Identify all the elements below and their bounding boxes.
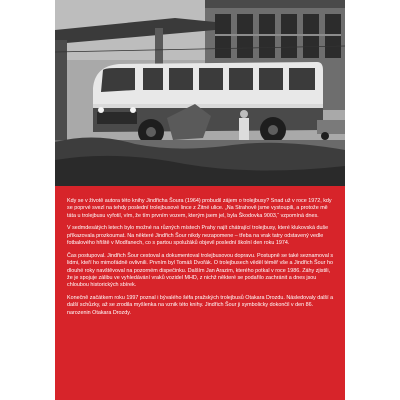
paragraph-1: Kdy se v životě autora této knihy Jindřicha Šoura (1964) probudil zájem o trolejbusy? Snad už v roce 1972, kdy se poprvé svezl na tehdy poslední trolejbusové lince z Žitné ulice. „Na Strahově jsme vystoupili, a protože mě táta u trolejbusu vyfotil, vím, že tím prvním vozem, kterým jsem jel, byla Škodovka 9003,“ vzpomíná dnes. bbox=[67, 198, 332, 219]
paragraph-2: V sedmdesátých letech bylo možné na různých místech Prahy najít chátrající trolejbusy, které klukovská duše příkazovala prozkoumat. Na některé Jindřich Šour nikdy nezapomene – třeba na vrak tatry odstavený vedle fotbalového hřiště v Modřanech, co s partou spolužáků objevil poslední školní den roku 1974. bbox=[67, 225, 329, 247]
text-panel bbox=[55, 186, 345, 400]
paragraph-3: Čas postupoval. Jindřich Šour cestoval a dokumentoval trolejbusovou dopravu. Postupně se také seznamoval s lidmi, kteří ho mimořádně ovlivnili. Prvním byl Tomáš Dvořák. O trolejbusech věděl téměř vše a Jindřich Šour ho dlouhé roky navštěvoval na pozorném dispečinku. Dalším Jan Arazim, kterého potkal v roce 1986. Záhy zjistili, že je spojuje zálibu ve vyhledávání vraků vozidel MHD, z nichž některé se podařilo zachránit a dnes jsou chloubou historických sbírek. bbox=[67, 252, 334, 289]
cover-text bbox=[67, 198, 334, 323]
photo-illustration bbox=[55, 0, 345, 186]
paragraph-4: Konečně začátkem roku 1997 poznal i bývalého šéfa pražských trolejbusů Otakara Drozdu. Následovaly další a další schůzky, až se zrodila myšlenka na vznik této knihy. Jindřich Šour ji symbolicky dokončil v den 86. narozenin Otakara Drozdy. bbox=[67, 295, 334, 316]
trolleybus-photo bbox=[55, 0, 345, 186]
